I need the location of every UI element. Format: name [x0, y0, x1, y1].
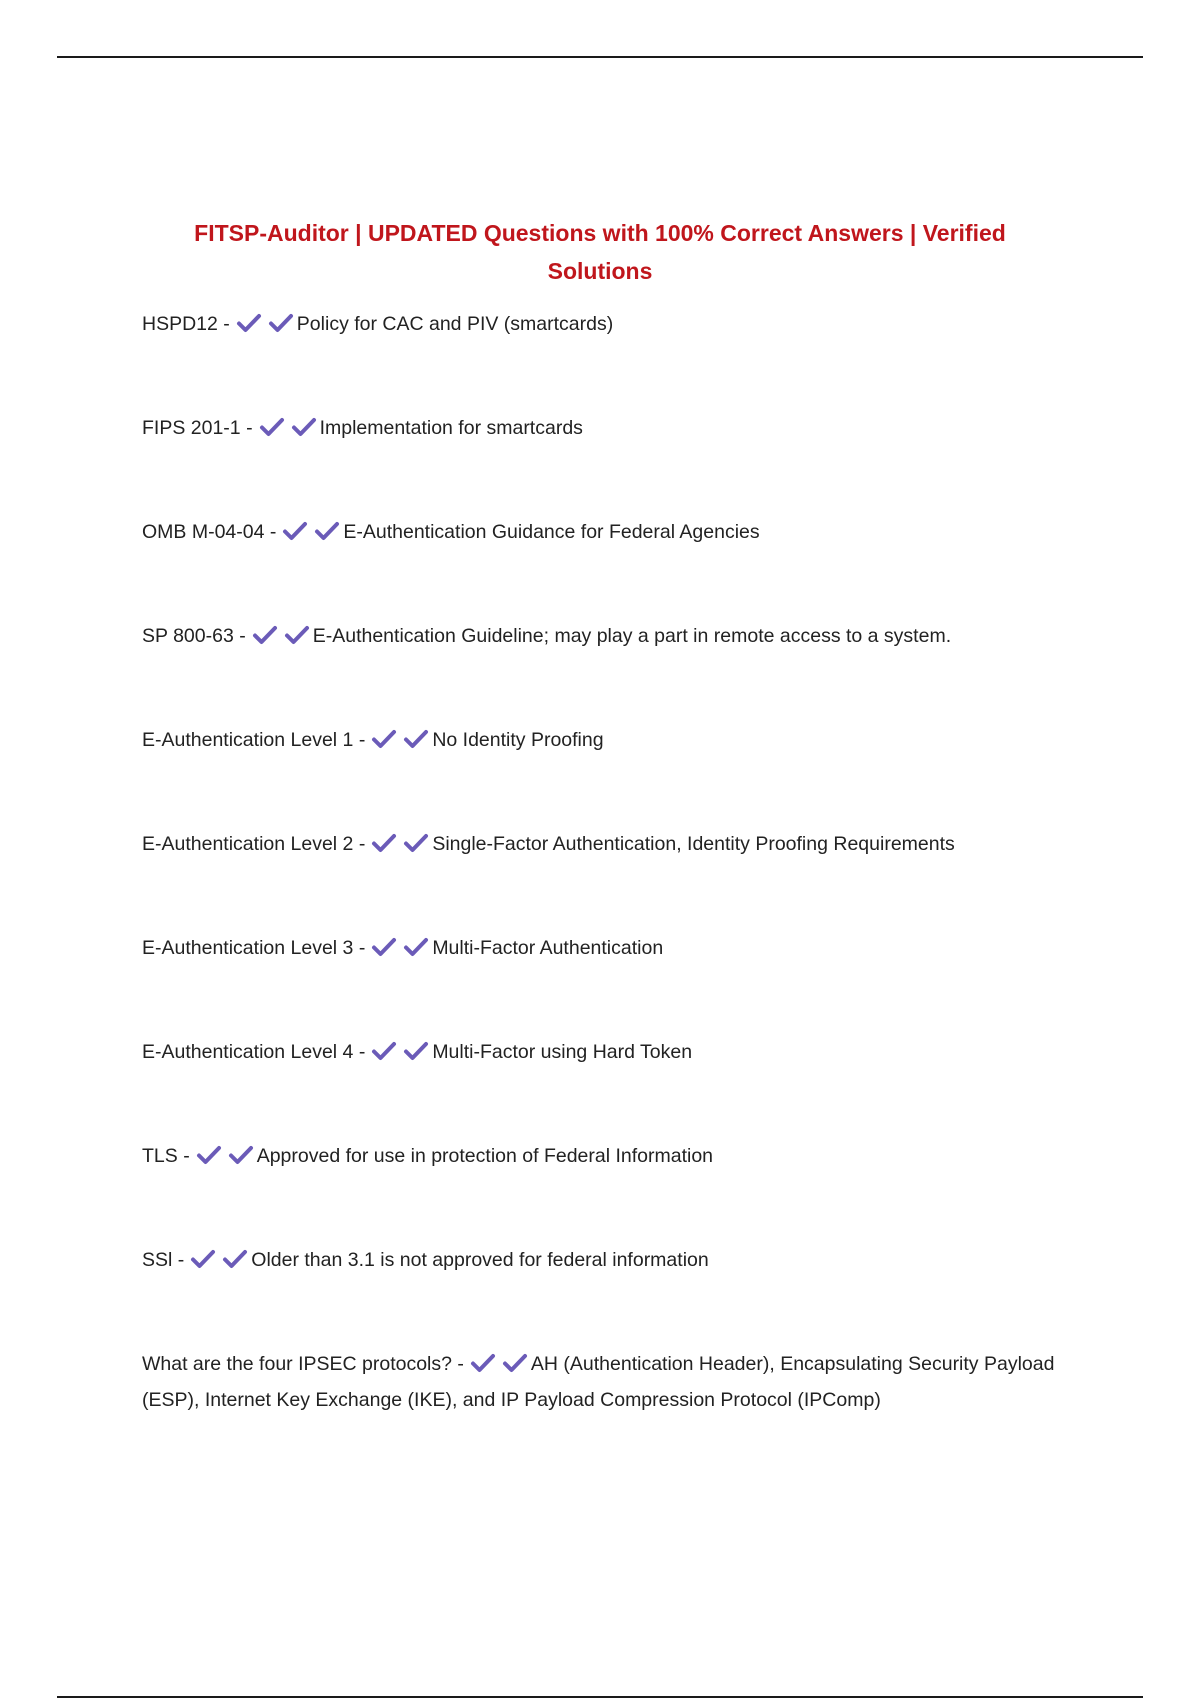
- qa-answer: Older than 3.1 is not approved for federal information: [251, 1249, 709, 1271]
- check-icon: [252, 625, 278, 645]
- check-pair: [236, 311, 294, 344]
- top-divider: [57, 56, 1143, 58]
- qa-term: OMB M-04-04: [142, 521, 265, 543]
- check-icon: [291, 417, 317, 437]
- qa-term: TLS: [142, 1145, 178, 1167]
- check-icon: [403, 937, 429, 957]
- qa-item-4: [142, 724, 1072, 760]
- qa-answer: No Identity Proofing: [432, 729, 604, 751]
- check-pair: [371, 1039, 429, 1072]
- check-icon: [190, 1249, 216, 1269]
- qa-item-2: [142, 516, 1072, 552]
- qa-term: SP 800-63: [142, 625, 234, 647]
- qa-item-0: [142, 308, 1072, 344]
- qa-item-7: [142, 1036, 1072, 1072]
- qa-answer: Policy for CAC and PIV (smartcards): [296, 313, 614, 335]
- qa-term: E-Authentication Level 3: [142, 937, 354, 959]
- check-pair: [282, 519, 340, 552]
- check-icon: [222, 1249, 248, 1269]
- check-icon: [196, 1145, 222, 1165]
- check-icon: [502, 1353, 528, 1373]
- check-icon: [371, 1041, 397, 1061]
- check-icon: [371, 729, 397, 749]
- check-icon: [228, 1145, 254, 1165]
- check-icon: [403, 833, 429, 853]
- qa-item-10: [142, 1348, 1072, 1417]
- qa-item-9: [142, 1244, 1072, 1280]
- qa-separator: -: [177, 1249, 185, 1271]
- qa-separator: -: [269, 521, 277, 543]
- qa-item-3: [142, 620, 1072, 656]
- qa-term: What are the four IPSEC protocols?: [142, 1353, 452, 1375]
- check-icon: [282, 521, 308, 541]
- check-pair: [470, 1351, 528, 1384]
- qa-answer: E-Authentication Guidance for Federal Agencies: [343, 521, 760, 543]
- check-icon: [268, 313, 294, 333]
- qa-term: SSl: [142, 1249, 173, 1271]
- qa-answer: AH (Authentication Header), Encapsulating Security Payload (ESP), Internet Key Exchange (IKE), and IP Payload Compression Protocol (IPComp): [142, 1353, 1055, 1411]
- qa-answer: Implementation for smartcards: [319, 417, 583, 439]
- qa-separator: -: [358, 1041, 366, 1063]
- check-icon: [236, 313, 262, 333]
- qa-term: E-Authentication Level 4: [142, 1041, 354, 1063]
- qa-answer: Multi-Factor using Hard Token: [432, 1041, 693, 1063]
- check-icon: [403, 729, 429, 749]
- qa-separator: -: [183, 1145, 190, 1167]
- check-icon: [314, 521, 340, 541]
- qa-item-8: [142, 1140, 1072, 1176]
- qa-term: E-Authentication Level 1: [142, 729, 354, 751]
- qa-separator: -: [246, 417, 253, 439]
- check-pair: [371, 727, 429, 760]
- qa-separator: -: [239, 625, 246, 647]
- check-icon: [284, 625, 310, 645]
- qa-term: HSPD12: [142, 313, 218, 335]
- qa-separator: -: [223, 313, 230, 335]
- qa-list: [142, 308, 1072, 1417]
- qa-answer: Multi-Factor Authentication: [432, 937, 664, 959]
- check-pair: [252, 623, 310, 656]
- check-pair: [371, 831, 429, 864]
- qa-item-5: [142, 828, 1072, 864]
- qa-separator: -: [358, 729, 366, 751]
- check-icon: [371, 833, 397, 853]
- check-icon: [470, 1353, 496, 1373]
- qa-answer: Approved for use in protection of Federal Information: [256, 1145, 714, 1167]
- qa-item-6: [142, 932, 1072, 968]
- check-pair: [371, 935, 429, 968]
- check-icon: [259, 417, 285, 437]
- check-icon: [371, 937, 397, 957]
- qa-answer: E-Authentication Guideline; may play a part in remote access to a system.: [312, 625, 952, 647]
- check-icon: [403, 1041, 429, 1061]
- check-pair: [190, 1247, 248, 1280]
- bottom-divider: [57, 1696, 1143, 1698]
- qa-term: FIPS 201-1: [142, 417, 241, 439]
- check-pair: [259, 415, 317, 448]
- check-pair: [196, 1143, 254, 1176]
- qa-answer: Single-Factor Authentication, Identity Proofing Requirements: [432, 833, 955, 855]
- qa-term: E-Authentication Level 2: [142, 833, 354, 855]
- qa-separator: -: [358, 833, 366, 855]
- qa-separator: -: [358, 937, 366, 959]
- qa-separator: -: [457, 1353, 464, 1375]
- page-title: FITSP-Auditor | UPDATED Questions with 100% Correct Answers | Verified Solutions: [194, 220, 1006, 284]
- qa-item-1: [142, 412, 1072, 448]
